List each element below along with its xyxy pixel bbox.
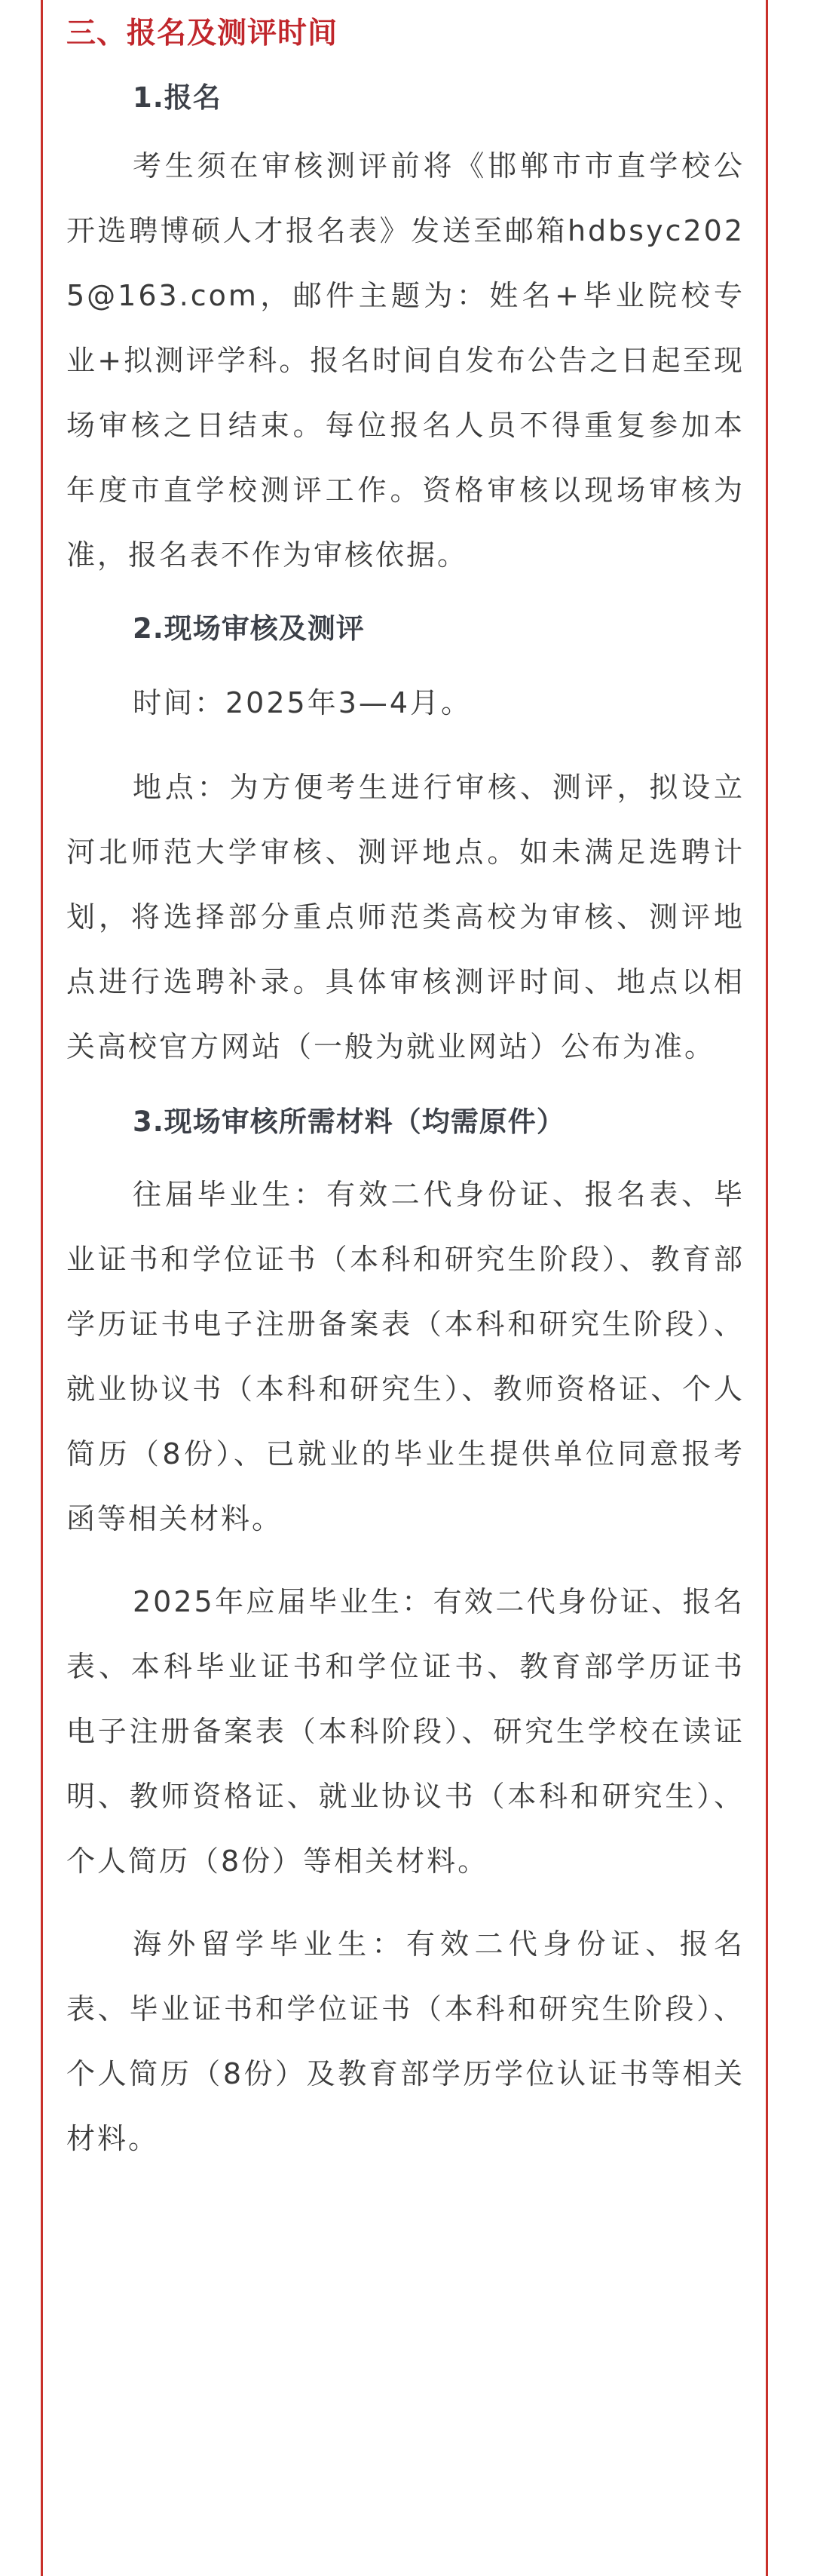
onsite-review-title: 2.现场审核及测评 xyxy=(133,612,365,645)
registration-paragraph: 考生须在审核测评前将《邯郸市市直学校公开选聘博硕人才报名表》发送至邮箱hdbsyc2025@163.com，邮件主题为：姓名+毕业院校专业+拟测评学科。报名时间自发布公告之日起至现场审核之日结束。每位报名人员不得重复参加本年度市直学校测评工作。资格审核以现场审核为准，报名表不作为审核依据。 xyxy=(66,149,745,572)
onsite-location-paragraph: 地点：为方便考生进行审核、测评，拟设立河北师范大学审核、测评地点。如未满足选聘计划，将选择部分重点师范类高校为审核、测评地点进行选聘补录。具体审核测评时间、地点以相关高校官方网站（一般为就业网站）公布为准。 xyxy=(66,771,745,1063)
onsite-time-paragraph: 时间：2025年3—4月。 xyxy=(133,686,473,719)
registration-title: 1.报名 xyxy=(133,81,222,114)
section-title: 三、报名及测评时间 xyxy=(66,17,338,51)
fresh-graduates-paragraph: 2025年应届毕业生：有效二代身份证、报名表、本科毕业证书和学位证书、教育部学历证书电子注册备案表（本科阶段）、研究生学校在读证明、教师资格证、就业协议书（本科和研究生）、个人简历（8份）等相关材料。 xyxy=(66,1585,745,1878)
materials-title: 3.现场审核所需材料（均需原件） xyxy=(133,1106,565,1138)
previous-graduates-paragraph: 往届毕业生：有效二代身份证、报名表、毕业证书和学位证书（本科和研究生阶段）、教育部学历证书电子注册备案表（本科和研究生阶段）、就业协议书（本科和研究生）、教师资格证、个人简历（8份）、已就业的毕业生提供单位同意报考函等相关材料。 xyxy=(66,1178,745,1535)
overseas-graduates-paragraph: 海外留学毕业生：有效二代身份证、报名表、毕业证书和学位证书（本科和研究生阶段）、个人简历（8份）及教育部学历学位认证书等相关材料。 xyxy=(66,1927,745,2155)
